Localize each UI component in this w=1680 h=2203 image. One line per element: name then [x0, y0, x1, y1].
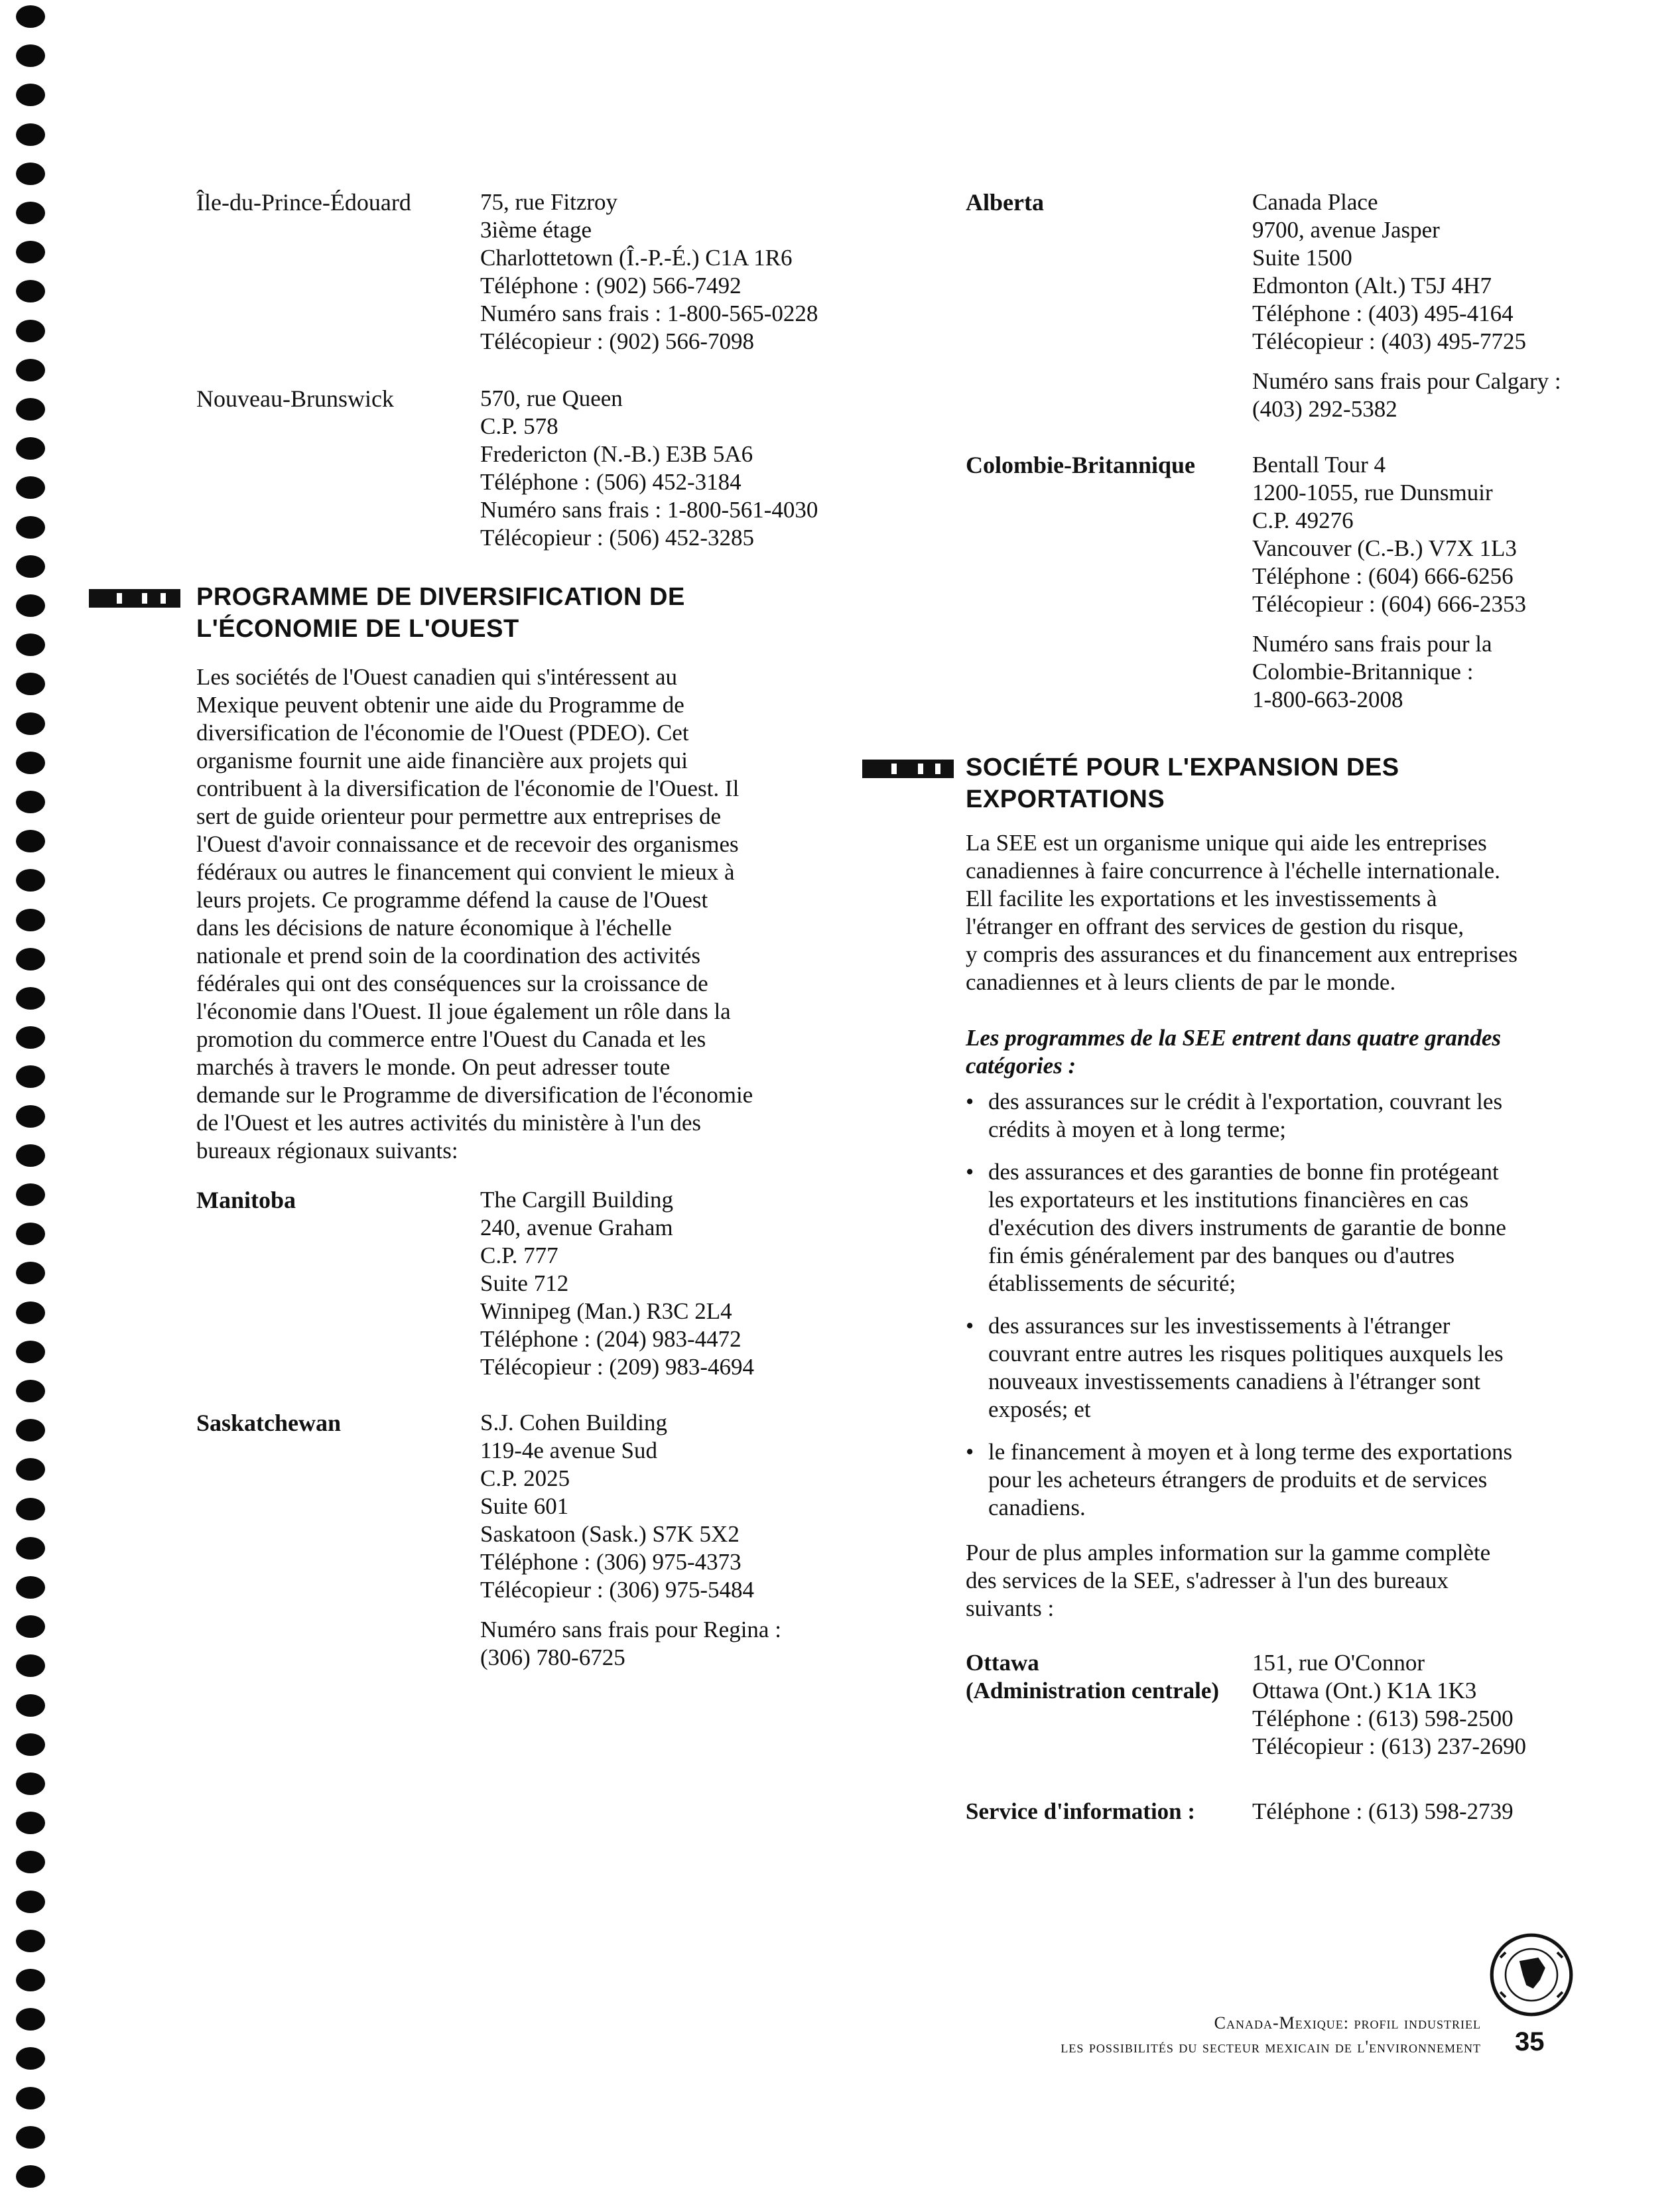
bullet-line: d'exécution des divers instruments de garantie de bonne — [988, 1215, 1506, 1240]
bullet-line: fin émis généralement par des banques ou d'autres — [988, 1242, 1455, 1268]
extra-line: (403) 292-5382 — [1252, 396, 1397, 422]
paragraph-line: y compris des assurances et du financement aux entreprises — [966, 941, 1518, 967]
binding-hole — [16, 123, 45, 146]
binding-hole — [16, 476, 45, 499]
binding-hole — [16, 2087, 45, 2109]
right-column — [966, 188, 1602, 714]
address-line: Télécopieur : (902) 566-7098 — [480, 328, 755, 354]
paragraph-line: fédérales qui ont des conséquences sur la croissance de — [196, 970, 708, 996]
binding-holes — [16, 0, 46, 2203]
paragraph-line: des services de la SEE, s'adresser à l'un des bureaux — [966, 1568, 1449, 1593]
binding-hole — [16, 2008, 45, 2031]
section-marker-see — [862, 760, 954, 778]
binding-hole — [16, 1341, 45, 1363]
bullet-item — [966, 1438, 1602, 1522]
address-line: Vancouver (C.-B.) V7X 1L3 — [1252, 535, 1517, 561]
address-line: Télécopieur : (306) 975-5484 — [480, 1577, 755, 1603]
pdeo-heading-line1: PROGRAMME DE DIVERSIFICATION DE — [196, 583, 685, 611]
binding-hole — [16, 5, 45, 28]
footer-line2: les possibilités du secteur mexicain de l'environnement — [1061, 2037, 1481, 2056]
binding-hole — [16, 516, 45, 539]
paragraph-line: bureaux régionaux suivants: — [196, 1138, 458, 1164]
binding-hole — [16, 2126, 45, 2149]
ottawa-line: 151, rue O'Connor — [1252, 1650, 1425, 1676]
ottawa-line: Télécopieur : (613) 237-2690 — [1252, 1733, 1527, 1759]
address-line: 119-4e avenue Sud — [480, 1437, 657, 1463]
binding-hole — [16, 555, 45, 578]
binding-hole — [16, 869, 45, 892]
address-line: 75, rue Fitzroy — [480, 189, 618, 215]
binding-hole — [16, 280, 45, 302]
entry-label: Alberta — [966, 189, 1044, 216]
bullet-line: les exportateurs et les institutions financières en cas — [988, 1187, 1469, 1213]
paragraph-line: Les sociétés de l'Ouest canadien qui s'intéressent au — [196, 664, 678, 690]
paragraph-line: contribuent à la diversification de l'économie de l'Ouest. Il — [196, 775, 740, 801]
bullet-line: • des assurances sur le crédit à l'exportation, couvrant les — [988, 1089, 1503, 1114]
binding-hole — [16, 437, 45, 460]
binding-hole — [16, 1654, 45, 1677]
extra-line: 1-800-663-2008 — [1252, 687, 1403, 712]
address-line: Fredericton (N.-B.) E3B 5A6 — [480, 441, 753, 467]
entry-extra — [480, 1616, 826, 1672]
address-line: Télécopieur : (604) 666-2353 — [1252, 591, 1527, 617]
paragraph-line: Mexique peuvent obtenir une aide du Programme de — [196, 692, 684, 718]
see-heading — [966, 752, 1602, 815]
binding-hole — [16, 1302, 45, 1324]
see-subheading — [966, 1024, 1602, 1080]
binding-hole — [16, 1576, 45, 1599]
binding-hole — [16, 791, 45, 813]
address-entry — [196, 1186, 826, 1381]
bullet-line: pour les acheteurs étrangers de produits et de services — [988, 1467, 1488, 1493]
bullet-line: canadiens. — [988, 1495, 1086, 1520]
paragraph-line: l'économie dans l'Ouest. Il joue également un rôle dans la — [196, 998, 731, 1024]
binding-hole — [16, 909, 45, 931]
paragraph-line: canadiennes à faire concurrence à l'échelle internationale. — [966, 858, 1500, 884]
paragraph-line: demande sur le Programme de diversification de l'économie — [196, 1082, 753, 1108]
address-line: S.J. Cohen Building — [480, 1410, 667, 1435]
binding-hole — [16, 1969, 45, 1991]
paragraph-line: diversification de l'économie de l'Ouest (PDEO). Cet — [196, 720, 689, 746]
address-line: Suite 601 — [480, 1493, 569, 1519]
see-paragraph — [966, 829, 1602, 996]
binding-hole — [16, 1458, 45, 1481]
bullet-item — [966, 1088, 1602, 1144]
paragraph-line: fédéraux ou autres le financement qui convient le mieux à — [196, 859, 735, 885]
paragraph-line: promotion du commerce entre l'Ouest du Canada et les — [196, 1026, 706, 1052]
left-column-bottom — [196, 1186, 826, 1672]
binding-hole — [16, 1772, 45, 1795]
paragraph-line: canadiennes et à leurs clients de par le monde. — [966, 969, 1396, 995]
entry-address — [480, 1409, 826, 1672]
bullet-line: crédits à moyen et à long terme; — [988, 1116, 1287, 1142]
binding-hole — [16, 594, 45, 617]
bullet-line: exposés; et — [988, 1396, 1091, 1422]
binding-hole — [16, 1380, 45, 1402]
paragraph-line: leurs projets. Ce programme défend la cause de l'Ouest — [196, 887, 708, 913]
service-value: Téléphone : (613) 598-2739 — [1252, 1798, 1514, 1824]
binding-hole — [16, 320, 45, 342]
nafta-seal-icon — [1488, 1932, 1575, 2018]
binding-hole — [16, 359, 45, 381]
ottawa-line: Téléphone : (613) 598-2500 — [1252, 1705, 1514, 1731]
binding-hole — [16, 1694, 45, 1717]
binding-hole — [16, 948, 45, 970]
entry-label: Île-du-Prince-Édouard — [196, 189, 411, 216]
entry-address — [480, 188, 826, 356]
ottawa-line: Ottawa (Ont.) K1A 1K3 — [1252, 1678, 1477, 1703]
paragraph-line: dans les décisions de nature économique à l'échelle — [196, 915, 672, 941]
bullet-item — [966, 1312, 1602, 1424]
page-number: 35 — [1515, 2027, 1545, 2056]
ottawa-address — [1252, 1649, 1597, 1761]
address-entry — [966, 188, 1602, 423]
address-line: Téléphone : (306) 975-4373 — [480, 1549, 742, 1575]
binding-hole — [16, 202, 45, 224]
address-line: Téléphone : (506) 452-3184 — [480, 469, 742, 495]
binding-hole — [16, 830, 45, 852]
bullet-line: • des assurances sur les investissements à l'étranger — [988, 1313, 1451, 1339]
entry-label: Nouveau-Brunswick — [196, 385, 394, 412]
address-line: Bentall Tour 4 — [1252, 452, 1386, 478]
paragraph-line: suivants : — [966, 1595, 1055, 1621]
extra-line: (306) 780-6725 — [480, 1644, 625, 1670]
paragraph-line: La SEE est un organisme unique qui aide les entreprises — [966, 830, 1487, 856]
bullet-line: • le financement à moyen et à long terme des exportations — [988, 1439, 1513, 1465]
address-line: C.P. 2025 — [480, 1465, 570, 1491]
address-entry — [196, 1409, 826, 1672]
address-line: Charlottetown (Î.-P.-É.) C1A 1R6 — [480, 245, 793, 271]
binding-hole — [16, 1065, 45, 1088]
binding-hole — [16, 1262, 45, 1284]
address-line: Winnipeg (Man.) R3C 2L4 — [480, 1298, 732, 1324]
paragraph-line: l'Ouest d'avoir connaissance et de recevoir des organismes — [196, 831, 739, 857]
extra-line: Numéro sans frais pour la — [1252, 631, 1492, 657]
address-line: Canada Place — [1252, 189, 1378, 215]
binding-hole — [16, 398, 45, 421]
entry-extra — [1252, 367, 1602, 423]
address-line: Téléphone : (604) 666-6256 — [1252, 563, 1514, 589]
paragraph-line: organisme fournit une aide financière aux projets qui — [196, 748, 688, 773]
address-line: Télécopieur : (403) 495-7725 — [1252, 328, 1527, 354]
binding-hole — [16, 1733, 45, 1756]
binding-hole — [16, 1026, 45, 1049]
entry-label: Colombie-Britannique — [966, 452, 1196, 478]
pdeo-heading — [196, 581, 826, 645]
binding-hole — [16, 673, 45, 695]
binding-hole — [16, 1419, 45, 1441]
binding-hole — [16, 44, 45, 67]
page-footer — [1061, 2011, 1481, 2059]
address-line: Numéro sans frais : 1-800-565-0228 — [480, 300, 818, 326]
entry-address — [480, 385, 826, 552]
extra-line: Numéro sans frais pour Calgary : — [1252, 368, 1561, 394]
address-line: Saskatoon (Sask.) S7K 5X2 — [480, 1521, 740, 1547]
see-heading-line1: SOCIÉTÉ POUR L'EXPANSION DES — [966, 754, 1399, 781]
paragraph-line: Pour de plus amples information sur la gamme complète — [966, 1540, 1491, 1566]
extra-line: Colombie-Britannique : — [1252, 659, 1474, 685]
address-entry — [966, 451, 1602, 714]
section-marker-pdeo — [89, 589, 180, 608]
entry-extra — [1252, 630, 1602, 714]
address-line: 240, avenue Graham — [480, 1215, 673, 1240]
binding-hole — [16, 2165, 45, 2188]
address-line: Numéro sans frais : 1-800-561-4030 — [480, 497, 818, 523]
paragraph-line: sert de guide orienteur pour permettre aux entreprises de — [196, 803, 722, 829]
service-value-wrap — [1252, 1798, 1597, 1826]
binding-hole — [16, 163, 45, 185]
address-line: Télécopieur : (209) 983-4694 — [480, 1354, 755, 1380]
binding-hole — [16, 634, 45, 656]
bullet-line: • des assurances et des garanties de bonne fin protégeant — [988, 1159, 1499, 1185]
address-line: Télécopieur : (506) 452-3285 — [480, 525, 755, 551]
binding-hole — [16, 712, 45, 735]
binding-hole — [16, 987, 45, 1010]
pdeo-heading-line2: L'ÉCONOMIE DE L'OUEST — [196, 615, 519, 643]
address-entry — [196, 385, 826, 552]
subheading-line: catégories : — [966, 1053, 1076, 1079]
ottawa-label-admin: (Administration centrale) — [966, 1678, 1220, 1703]
binding-hole — [16, 1144, 45, 1167]
address-line: Téléphone : (204) 983-4472 — [480, 1326, 742, 1352]
see-closing-paragraph — [966, 1539, 1602, 1623]
bullet-item — [966, 1158, 1602, 1298]
binding-hole — [16, 1223, 45, 1245]
address-line: C.P. 49276 — [1252, 507, 1354, 533]
binding-hole — [16, 1498, 45, 1520]
address-line: 3ième étage — [480, 217, 592, 243]
address-line: 570, rue Queen — [480, 385, 623, 411]
pdeo-paragraph — [196, 663, 826, 1165]
address-entry — [196, 188, 826, 356]
bullet-line: établissements de sécurité; — [988, 1270, 1236, 1296]
footer-line1: Canada-Mexique: profil industriel — [1214, 2013, 1481, 2033]
paragraph-line: l'étranger en offrant des services de gestion du risque, — [966, 913, 1464, 939]
address-line: C.P. 578 — [480, 413, 558, 439]
extra-line: Numéro sans frais pour Regina : — [480, 1617, 781, 1642]
paragraph-line: de l'Ouest et les autres activités du ministère à l'un des — [196, 1110, 702, 1136]
see-bullet-list — [966, 1088, 1602, 1536]
ottawa-label: Ottawa — [966, 1650, 1039, 1676]
entry-label: Manitoba — [196, 1187, 296, 1213]
address-line: Téléphone : (902) 566-7492 — [480, 273, 742, 299]
binding-hole — [16, 1615, 45, 1638]
address-line: The Cargill Building — [480, 1187, 674, 1213]
binding-hole — [16, 84, 45, 106]
binding-hole — [16, 1105, 45, 1128]
address-line: C.P. 777 — [480, 1242, 558, 1268]
entry-address — [1252, 188, 1602, 423]
entry-address — [480, 1186, 826, 1381]
address-line: Suite 712 — [480, 1270, 569, 1296]
subheading-line: Les programmes de la SEE entrent dans quatre grandes — [966, 1025, 1502, 1051]
see-heading-line2: EXPORTATIONS — [966, 785, 1165, 813]
binding-hole — [16, 1851, 45, 1873]
address-line: Suite 1500 — [1252, 245, 1352, 271]
service-label: Service d'information : — [966, 1798, 1196, 1824]
paragraph-line: marchés à travers le monde. On peut adresser toute — [196, 1054, 671, 1080]
address-line: 1200-1055, rue Dunsmuir — [1252, 480, 1493, 505]
entry-address — [1252, 451, 1602, 714]
bullet-line: nouveaux investissements canadiens à l'étranger sont — [988, 1369, 1481, 1394]
address-line: Edmonton (Alt.) T5J 4H7 — [1252, 273, 1492, 299]
binding-hole — [16, 1812, 45, 1834]
binding-hole — [16, 2047, 45, 2070]
paragraph-line: nationale et prend soin de la coordination des activités — [196, 943, 701, 968]
binding-hole — [16, 1930, 45, 1952]
binding-hole — [16, 752, 45, 774]
paragraph-line: Ell facilite les exportations et les investissements à — [966, 886, 1437, 911]
entry-label: Saskatchewan — [196, 1410, 342, 1436]
binding-hole — [16, 1537, 45, 1560]
left-column — [196, 188, 826, 552]
address-line: Téléphone : (403) 495-4164 — [1252, 300, 1514, 326]
address-line: 9700, avenue Jasper — [1252, 217, 1440, 243]
binding-hole — [16, 1891, 45, 1913]
binding-hole — [16, 241, 45, 263]
binding-hole — [16, 1183, 45, 1206]
bullet-line: couvrant entre autres les risques politiques auxquels les — [988, 1341, 1504, 1367]
